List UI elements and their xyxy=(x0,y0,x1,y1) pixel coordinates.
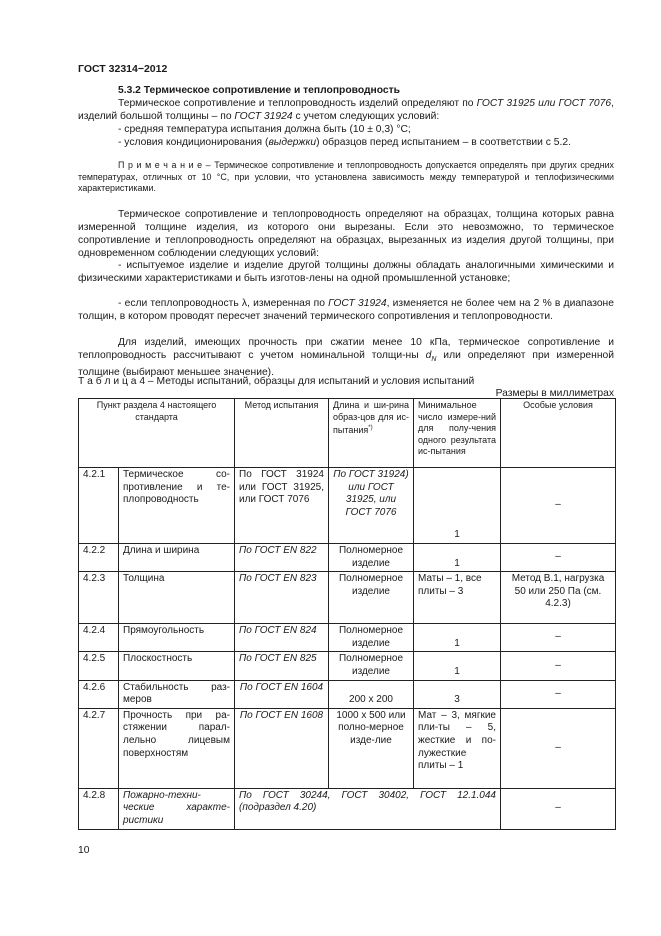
row-conditions: – xyxy=(501,788,616,829)
table-row xyxy=(79,680,616,708)
row-number: 4.2.7 xyxy=(79,708,119,788)
paragraph-condition-1: - испытуемое изделие и изделие другой толщины должны обладать аналогичными химическими и физическими характеристиками и быть изготов-лены на одной промышленной установке; xyxy=(78,260,614,284)
table-row xyxy=(79,652,616,680)
row-count: Маты – 1, все плиты – 3 xyxy=(414,572,501,624)
paragraph-condition-2 xyxy=(78,297,614,323)
row-method: По ГОСТ EN 825 xyxy=(235,652,329,680)
header-size-text: Длина и ши-рина образ-цов для ис-пытания xyxy=(333,400,409,435)
note-text: – Термическое сопротивление и теплопроводность допускается определять при других средних температурах, отличных от 10 °С, при условии, что установлена зависимость между температурой и теплофизическими характеристиками. xyxy=(78,160,614,193)
table-row xyxy=(79,544,616,572)
row-name: Термическое со-противление и те-плопроводность xyxy=(119,468,235,544)
methods-table xyxy=(78,398,616,830)
row-conditions: – xyxy=(501,708,616,788)
variable-d: d xyxy=(425,350,432,361)
row-size: Полномерное изделие xyxy=(329,652,414,680)
row-count: 1 xyxy=(414,624,501,652)
table-caption: Т а б л и ц а 4 – Методы испытаний, образцы для испытаний и условия испытаний xyxy=(78,376,475,387)
row-number: 4.2.1 xyxy=(79,468,119,544)
row-name: Прочность при ра-стяжении парал-лельно лицевым поверхностям xyxy=(119,708,235,788)
row-size: Полномерное изделие xyxy=(329,572,414,624)
row-name: Длина и ширина xyxy=(119,544,235,572)
row-conditions: – xyxy=(501,680,616,708)
paragraph-samples: Термическое сопротивление и теплопроводность определяют на образцах, толщина которых равна измеренной толщине изделия, из которого они вырезаны. Если это невозможно, то термическое сопротивление и теплопроводность определяют на образцах, вырезанных из изделия другой толщины, при одновременном соблюдении следующих условий: xyxy=(78,209,614,259)
paragraph-text: с учетом следующих условий: xyxy=(292,111,440,122)
list-text-italic: выдержки xyxy=(268,137,317,148)
condition-item-temperature: - средняя температура испытания должна быть (10 ± 0,3) °С; xyxy=(118,124,411,135)
variable-subscript: N xyxy=(431,356,437,364)
header-clause: Пункт раздела 4 настоящего стандарта xyxy=(79,399,235,468)
row-conditions: – xyxy=(501,624,616,652)
row-conditions: – xyxy=(501,652,616,680)
paragraph-intro xyxy=(78,97,614,123)
page-number: 10 xyxy=(78,845,90,856)
note xyxy=(78,160,614,195)
row-method: По ГОСТ EN 823 xyxy=(235,572,329,624)
row-size: 200 х 200 xyxy=(329,680,414,708)
section-title: 5.3.2 Термическое сопротивление и теплопроводность xyxy=(118,85,400,96)
table-units: Размеры в миллиметрах xyxy=(495,388,614,399)
row-count: 1 xyxy=(414,652,501,680)
row-conditions: Метод В.1, нагрузка 50 или 250 Па (см. 4.2.3) xyxy=(501,572,616,624)
list-text: ) образцов перед испытанием – в соответствии с 5.2. xyxy=(316,137,571,148)
standard-reference: ГОСТ 31924 xyxy=(328,298,387,309)
header-size xyxy=(329,399,414,468)
row-method: По ГОСТ EN 824 xyxy=(235,624,329,652)
paragraph-low-strength xyxy=(78,336,614,379)
row-size: Полномерное изделие xyxy=(329,544,414,572)
header-method: Метод испытания xyxy=(235,399,329,468)
paragraph-text: или определяют при измеренной толщине (выбирают меньшее значение). xyxy=(78,350,614,379)
row-count: Мат – 3, мягкие пли-ты – 5, жесткие и по-лужесткие плиты – 1 xyxy=(414,708,501,788)
row-size: По ГОСТ 31924) или ГОСТ 31925, или ГОСТ 7076 xyxy=(329,468,414,544)
table-row xyxy=(79,468,616,544)
row-method: По ГОСТ EN 1608 xyxy=(235,708,329,788)
row-number: 4.2.6 xyxy=(79,680,119,708)
table-row xyxy=(79,788,616,829)
row-size: Полномерное изделие xyxy=(329,624,414,652)
row-conditions: – xyxy=(501,468,616,544)
row-name: Стабильность раз-меров xyxy=(119,680,235,708)
header-min-count: Минимальное число измере-ний для полу-чения одного результата ис-пытания xyxy=(414,399,501,468)
row-count: 3 xyxy=(414,680,501,708)
row-number: 4.2.4 xyxy=(79,624,119,652)
header-conditions: Особые условия xyxy=(501,399,616,468)
note-label: П р и м е ч а н и е xyxy=(118,160,203,170)
row-number: 4.2.8 xyxy=(79,788,119,829)
row-number: 4.2.2 xyxy=(79,544,119,572)
row-count: 1 xyxy=(414,544,501,572)
table-row xyxy=(79,572,616,624)
table-header-row xyxy=(79,399,616,468)
row-number: 4.2.3 xyxy=(79,572,119,624)
table-row xyxy=(79,708,616,788)
paragraph-text: Термическое сопротивление и теплопроводность изделий определяют по xyxy=(118,98,477,109)
document-header: ГОСТ 32314−2012 xyxy=(78,63,168,75)
paragraph-text: Для изделий, имеющих прочность при сжатии менее 10 кПа, термическое сопротивление и теплопроводность рассчитывают с учетом номинальной толщи-ны xyxy=(78,337,614,361)
standard-reference: ГОСТ 31924 xyxy=(234,111,293,122)
condition-item-conditioning xyxy=(118,136,614,149)
row-name: Пожарно-техни-ческие характе-ристики xyxy=(119,788,235,829)
row-name: Плоскостность xyxy=(119,652,235,680)
row-count: 1 xyxy=(414,468,501,544)
paragraph-text: , изделий большой толщины – по xyxy=(78,98,614,122)
table-row xyxy=(79,624,616,652)
row-number: 4.2.5 xyxy=(79,652,119,680)
row-size: 1000 х 500 или полно-мерное изде-лие xyxy=(329,708,414,788)
paragraph-text: - если теплопроводность λ, измеренная по xyxy=(118,298,329,309)
row-method: По ГОСТ 30244, ГОСТ 30402, ГОСТ 12.1.044 (подраздел 4.20) xyxy=(235,788,501,829)
row-conditions: – xyxy=(501,544,616,572)
row-method: По ГОСТ EN 822 xyxy=(235,544,329,572)
list-text: - условия кондиционирования ( xyxy=(118,137,269,148)
row-name: Толщина xyxy=(119,572,235,624)
row-method: По ГОСТ EN 1604 xyxy=(235,680,329,708)
footnote-mark: *) xyxy=(368,425,373,431)
paragraph-text: , изменяется не более чем на 2 % в диапазоне толщин, в котором проводят пересчет значений термического сопротивления и теплопроводности. xyxy=(78,298,614,322)
standard-reference: ГОСТ 31925 или ГОСТ 7076 xyxy=(476,98,612,109)
row-method: По ГОСТ 31924 или ГОСТ 31925, или ГОСТ 7076 xyxy=(235,468,329,544)
row-name: Прямоугольность xyxy=(119,624,235,652)
